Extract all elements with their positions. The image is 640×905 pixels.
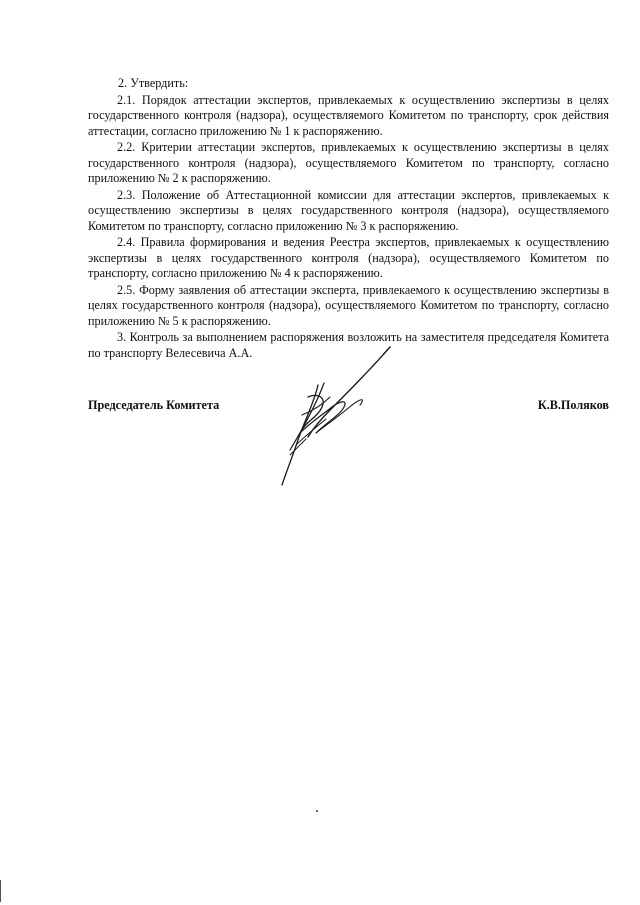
paragraph-2-5: 2.5. Форму заявления об аттестации эксперта, привлекаемого к осуществлению экспертизы в целях государственного контроля (надзора), осуществляемого Комитетом по транспорту, согласно приложению № 5 к распоряжению. bbox=[88, 282, 609, 328]
paragraph-2-4: 2.4. Правила формирования и ведения Реестра экспертов, привлекаемых к осуществлению экспертизы в целях государственного контроля (надзора), осуществляемого Комитетом по транспорту, согласно приложению № 4 к распоряжению. bbox=[88, 235, 609, 280]
paragraph-approve: 2. Утвердить: bbox=[118, 76, 189, 90]
paragraph-3: 3. Контроль за выполнением распоряжения возложить на заместителя председателя Комитета по транспорту Велесевича А.А. bbox=[88, 330, 609, 360]
handwritten-signature-icon bbox=[260, 345, 400, 490]
paragraph-2-2: 2.2. Критерии аттестации экспертов, привлекаемых к осуществлению экспертизы в целях государственного контроля (надзора), осуществляемого Комитетом по транспорту, согласно приложению № 2 к распоряжению. bbox=[88, 140, 609, 185]
paragraph-2-3: 2.3. Положение об Аттестационной комиссии для аттестации экспертов, привлекаемых к осуществлению экспертизы в целях государственного контроля (надзора), осуществляемого Комитетом по транспорту, согласно приложению № 3 к распоряжению. bbox=[88, 187, 609, 233]
scan-edge-mark bbox=[0, 880, 1, 902]
signatory-title: Председатель Комитета bbox=[88, 398, 220, 412]
stray-mark bbox=[316, 810, 318, 812]
paragraph-2-1: 2.1. Порядок аттестации экспертов, привлекаемых к осуществлению экспертизы в целях государственного контроля (надзора), осуществляемого Комитетом по транспорту, срок действия аттестации, согласно приложению № 1 к распоряжению. bbox=[88, 92, 609, 138]
signatory-name: К.В.Поляков bbox=[537, 398, 609, 412]
document-body bbox=[88, 76, 609, 362]
